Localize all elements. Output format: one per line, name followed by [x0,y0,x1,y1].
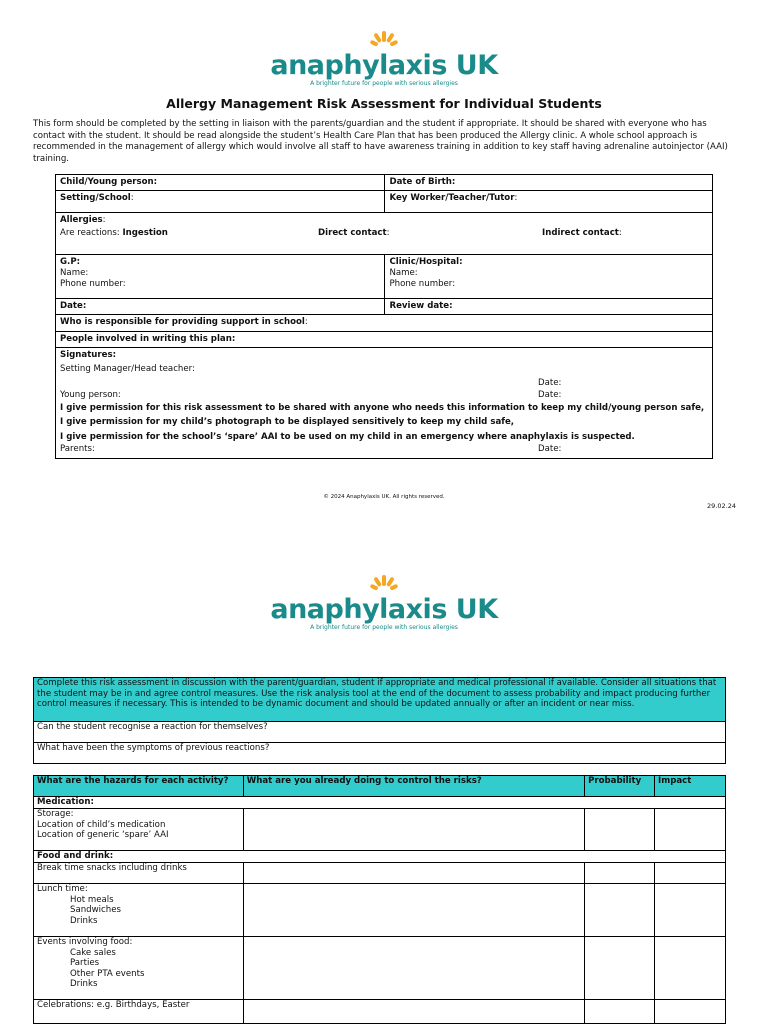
storage-row: Storage: Location of child’s medication Location of generic ‘spare’ AAI [34,809,244,851]
sun-icon [362,574,406,596]
copyright: © 2024 Anaphylaxis UK. All rights reserved. [323,494,445,500]
impact-cell[interactable] [655,1000,726,1024]
gp-field[interactable]: G.P: Name: Phone number: [56,255,385,299]
control-cell[interactable] [243,884,584,937]
probability-cell[interactable] [585,863,655,884]
impact-cell[interactable] [655,863,726,884]
child-field[interactable]: Child/Young person: [56,175,385,191]
question-recognise[interactable]: Can the student recognise a reaction for themselves? [34,722,726,743]
signatures-section[interactable]: Signatures: Setting Manager/Head teacher: Date: Young person: Date: I give permission for this risk assessment to be shared with anyone who needs this information to keep my child/young person safe, I give permission for my child’s photograph to be displayed sensitively to keep my child safe, I give permission for the school’s ‘spare’ AAI to be used on my child in an emergency where anaphylaxis is suspected. Parents: Date: [56,348,713,459]
break-time-row: Break time snacks including drinks [34,863,244,884]
header-probability: Probability [585,776,655,797]
probability-cell[interactable] [585,809,655,851]
clinic-field[interactable]: Clinic/Hospital: Name: Phone number: [385,255,713,299]
spacer-row [34,764,726,776]
student-details-form [55,174,713,459]
logo [0,30,768,88]
header-control: What are you already doing to control the risks? [243,776,584,797]
events-food-row: Events involving food: Cake sales Parties Other PTA events Drinks [34,937,244,1000]
review-date-field[interactable]: Review date: [385,299,713,315]
header-impact: Impact [655,776,726,797]
page-title: Allergy Management Risk Assessment for Individual Students [166,96,602,111]
responsible-field[interactable]: Who is responsible for providing support in school: [56,315,713,332]
risk-assessment-table [33,677,726,1024]
control-cell[interactable] [243,937,584,1000]
instructions: Complete this risk assessment in discussion with the parent/guardian, student if appropriate and medical professional if available. Consider all situations that the student may be in and agree control measures. Use the risk analysis tool at the end of the document to assess probability and impact producing further control measures if necessary. This is intended to be dynamic document and should be updated annually or after an incident or near miss. [34,678,726,722]
control-cell[interactable] [243,809,584,851]
section-medication: Medication: [34,797,726,809]
impact-cell[interactable] [655,884,726,937]
brand-tagline: A brighter future for people with serious allergies [310,80,458,87]
impact-cell[interactable] [655,937,726,1000]
keyworker-field[interactable]: Key Worker/Teacher/Tutor: [385,191,713,213]
control-cell[interactable] [243,863,584,884]
probability-cell[interactable] [585,884,655,937]
logo [0,574,768,632]
people-involved-field[interactable]: People involved in writing this plan: [56,332,713,348]
allergies-field[interactable]: Allergies: Are reactions: Ingestion Direct contact: Indirect contact: [56,213,713,255]
header-hazards: What are the hazards for each activity? [34,776,244,797]
brand-name: anaphylaxis UK [270,594,498,625]
lunch-time-row: Lunch time: Hot meals Sandwiches Drinks [34,884,244,937]
setting-field[interactable]: Setting/School: [56,191,385,213]
impact-cell[interactable] [655,809,726,851]
celebrations-row: Celebrations: e.g. Birthdays, Easter [34,1000,244,1024]
probability-cell[interactable] [585,937,655,1000]
brand-name: anaphylaxis UK [270,50,498,81]
control-cell[interactable] [243,1000,584,1024]
question-symptoms[interactable]: What have been the symptoms of previous reactions? [34,743,726,764]
sun-icon [362,30,406,52]
dob-field[interactable]: Date of Birth: [385,175,713,191]
intro-text: This form should be completed by the setting in liaison with the parents/guardian and the student if appropriate. It should be shared with everyone who has contact with the student. It should be read alongside the student’s Health Care Plan that has been produced the Allergy clinic. A whole school approach is recommended in the management of allergy which would involve all staff to have awareness training in addition to key staff having adrenaline autoinjector (AAI) training. [33,119,728,164]
section-food-drink: Food and drink: [34,851,726,863]
document-date: 29.02.24 [707,502,736,510]
date-field[interactable]: Date: [56,299,385,315]
brand-tagline: A brighter future for people with serious allergies [310,624,458,631]
probability-cell[interactable] [585,1000,655,1024]
